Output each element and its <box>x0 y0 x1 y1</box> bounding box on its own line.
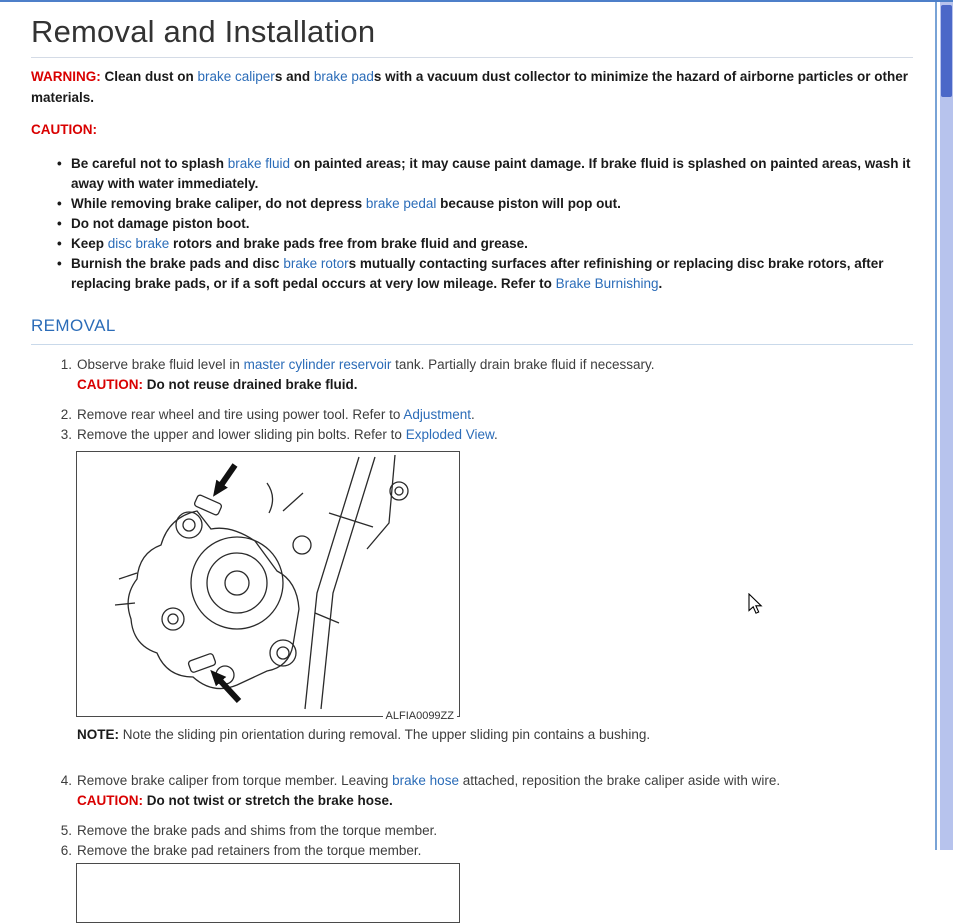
text-run: Remove the brake pad retainers from the torque member. <box>77 843 422 858</box>
caution-text: Do not reuse drained brake fluid. <box>143 377 358 392</box>
text-run: s and <box>274 69 314 84</box>
text-run: Do not damage piston boot. <box>71 216 250 231</box>
step-number: 6. <box>60 843 72 858</box>
text-run: Remove rear wheel and tire using power tool. Refer to <box>77 407 404 422</box>
step-item <box>58 425 913 445</box>
text-run: tank. Partially drain brake fluid if necessary. <box>391 357 655 372</box>
text-run: Burnish the brake pads and disc <box>71 256 284 271</box>
text-run: Remove brake caliper from torque member. Leaving <box>77 773 393 788</box>
figure-box <box>76 451 460 722</box>
text-run: Observe brake fluid level in <box>77 357 244 372</box>
note-text: Note the sliding pin orientation during removal. The upper sliding pin contains a bushing. <box>119 727 651 742</box>
step-text <box>77 355 913 375</box>
step-number: 3. <box>60 427 72 442</box>
inline-link[interactable]: brake fluid <box>227 156 291 171</box>
text-run: s mutually contacting surfaces after refinishing or replacing disc brake rotors, after replacing brake pads, or if a soft pedal occurs at very low mileage. Refer to <box>71 256 884 291</box>
caution-list-item <box>57 214 913 234</box>
section-heading-removal: REMOVAL <box>31 316 913 345</box>
inline-link[interactable]: brake caliper <box>197 69 275 84</box>
step-number: 1. <box>60 357 72 372</box>
step-number: 5. <box>60 823 72 838</box>
warning-paragraph <box>31 66 913 108</box>
warning-label: WARNING: <box>31 69 101 84</box>
page-title: Removal and Installation <box>31 14 376 49</box>
step-item <box>58 771 913 811</box>
caution-list-item <box>57 154 913 194</box>
step-caution <box>77 791 913 811</box>
step-number: 2. <box>60 407 72 422</box>
inline-link[interactable]: brake pad <box>313 69 374 84</box>
text-run: s with a vacuum dust collector to minimize the hazard of airborne particles or other materials. <box>31 69 908 105</box>
inline-link[interactable]: brake rotor <box>283 256 349 271</box>
content-right-border <box>935 0 937 850</box>
caution-list-item <box>57 194 913 214</box>
inline-link[interactable]: Exploded View <box>405 427 495 442</box>
scrollbar-thumb[interactable] <box>941 5 952 97</box>
inline-link[interactable]: master cylinder reservoir <box>243 357 392 372</box>
step-caution <box>77 375 913 395</box>
caution-text: Do not twist or stretch the brake hose. <box>143 793 393 808</box>
step-text <box>77 405 913 425</box>
note-paragraph <box>77 725 913 745</box>
step-text <box>77 425 913 445</box>
figure-code: ALFIA0099ZZ <box>383 710 457 722</box>
step-text <box>77 771 913 791</box>
warning-text <box>31 69 908 105</box>
text-run: on painted areas; it may cause paint damage. If brake fluid is splashed on painted areas, wash it away with water immediately. <box>71 156 911 191</box>
step-item <box>58 841 913 861</box>
inline-link[interactable]: brake hose <box>392 773 459 788</box>
caution-label: CAUTION: <box>77 377 143 392</box>
note-label: NOTE: <box>77 727 119 742</box>
text-run: rotors and brake pads free from brake fluid and grease. <box>169 236 528 251</box>
text-run: Be careful not to splash <box>71 156 228 171</box>
vertical-scrollbar[interactable] <box>940 2 953 850</box>
text-run: Remove the upper and lower sliding pin bolts. Refer to <box>77 427 406 442</box>
text-run: Keep <box>71 236 108 251</box>
text-run: attached, reposition the brake caliper aside with wire. <box>458 773 781 788</box>
inline-link[interactable]: Adjustment <box>403 407 471 422</box>
text-run: . <box>494 427 498 442</box>
step-list <box>31 355 913 923</box>
text-run: Clean dust on <box>100 69 198 84</box>
caution-list-item <box>57 234 913 254</box>
step-text <box>77 821 913 841</box>
caution-list-item <box>57 254 913 294</box>
step-item <box>58 355 913 395</box>
step-text <box>77 841 913 861</box>
figure-box-partial <box>76 863 460 923</box>
text-run: . <box>658 276 663 291</box>
caution-list <box>31 154 913 294</box>
caution-heading <box>31 120 913 140</box>
caution-label: CAUTION: <box>31 122 97 137</box>
brake-caliper-diagram <box>77 452 459 716</box>
text-run: because piston will pop out. <box>436 196 621 211</box>
inline-link[interactable]: Brake Burnishing <box>555 276 659 291</box>
caution-label: CAUTION: <box>77 793 143 808</box>
step-number: 4. <box>60 773 72 788</box>
text-run: While removing brake caliper, do not depress <box>71 196 366 211</box>
text-run: Remove the brake pads and shims from the torque member. <box>77 823 438 838</box>
inline-link[interactable]: brake pedal <box>365 196 437 211</box>
inline-link[interactable]: disc brake <box>107 236 170 251</box>
step-item <box>58 821 913 841</box>
text-run: . <box>470 407 475 422</box>
step-item <box>58 405 913 425</box>
page-top-border <box>0 0 953 2</box>
title-divider <box>31 57 913 58</box>
document-content <box>31 13 913 923</box>
mouse-cursor <box>748 593 763 615</box>
